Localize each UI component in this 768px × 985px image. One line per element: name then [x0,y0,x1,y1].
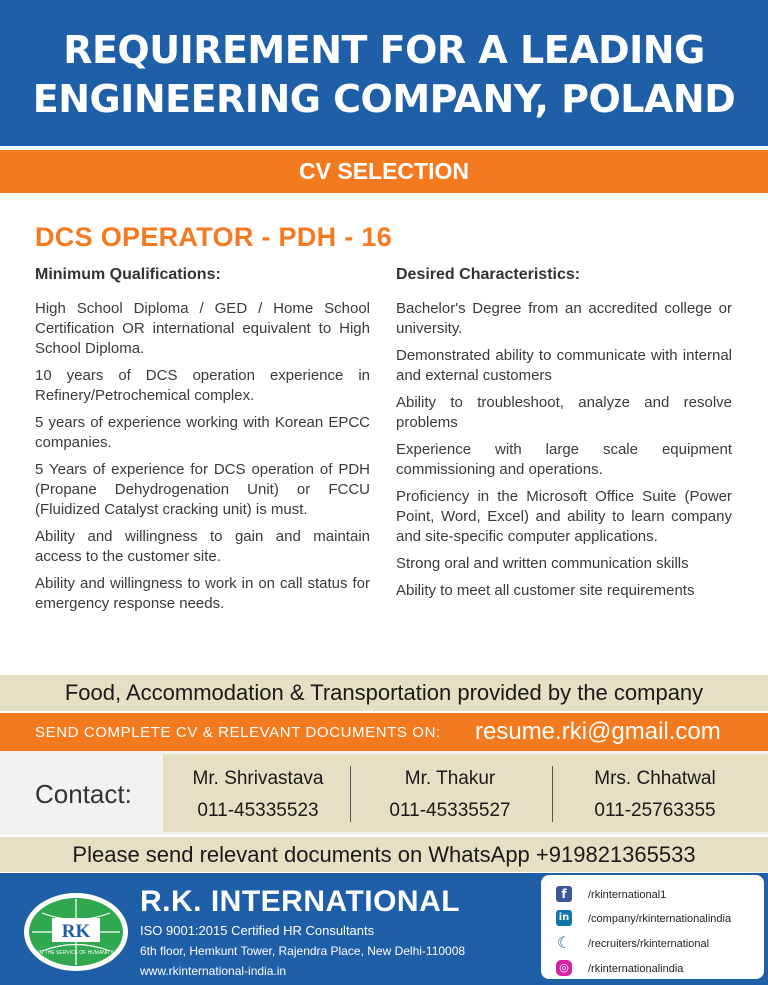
contact-label: Contact: [35,779,132,809]
whatsapp-text: Please send relevant documents on WhatsApp +919821365533 [72,842,696,867]
linkedin-icon: in [556,910,572,926]
desired-characteristics [396,266,732,608]
contact-divider [552,766,553,822]
characteristic-item: Ability to troubleshoot, analyze and resolve problems [396,394,732,431]
company-name: R.K. INTERNATIONAL [140,885,461,918]
social-instagram-text: /rkinternationalindia [588,963,684,975]
qualification-item: Ability and willingness to gain and maintain access to the customer site. [35,528,370,565]
contact-section [0,751,768,835]
footer [0,873,768,985]
qualification-item: 5 Years of experience for DCS operation of PDH (Propane Dehydrogenation Unit) or FCCU (Fluidized Catalyst cracking unit) is must. [35,461,370,518]
contact-person [163,766,353,824]
qualification-item: 5 years of experience working with Korean EPCC companies. [35,414,370,451]
title-line-2: ENGINEERING COMPANY, POLAND [32,77,736,121]
characteristics-heading: Desired Characteristics: [396,266,581,283]
job-title: DCS OPERATOR - PDH - 16 [35,222,392,252]
qualification-item: High School Diploma / GED / Home School Certification OR international equivalent to High School Diploma. [35,300,370,357]
logo-text: RK [61,921,91,942]
cv-selection-label: CV SELECTION [299,158,469,184]
send-cv-band [0,713,768,751]
header-banner [0,0,768,146]
qualifications-heading: Minimum Qualifications: [35,266,221,283]
company-address: 6th floor, Hemkunt Tower, Rajendra Place, New Delhi-110008 [140,944,466,958]
social-linkedin-text: /company/rkinternationalindia [588,913,732,925]
email-link[interactable]: resume.rki@gmail.com [475,718,721,745]
contact-box [163,754,768,832]
social-recruiters-text: /recruiters/rkinternational [588,938,710,950]
recruiters-icon: ☾ [556,933,572,952]
title-line-1: REQUIREMENT FOR A LEADING [63,28,705,72]
company-website[interactable]: www.rkinternational-india.in [140,964,287,978]
contact-name: Mr. Shrivastava [192,768,324,789]
instagram-icon: ◎ [556,960,572,976]
contact-person [355,766,545,824]
minimum-qualifications [35,266,370,621]
social-facebook-text: /rkinternational1 [588,889,667,901]
contact-person [560,766,750,824]
characteristic-item: Ability to meet all customer site requirements [396,582,695,599]
characteristic-item: Strong oral and written communication skills [396,555,689,572]
characteristic-item: Demonstrated ability to communicate with internal and external customers [396,347,732,384]
characteristic-item: Proficiency in the Microsoft Office Suite (Power Point, Word, Excel) and ability to learn company and site-specific computer applications. [396,488,732,545]
characteristic-item: Bachelor's Degree from an accredited college or university. [396,300,732,337]
contact-phone[interactable]: 011-45335527 [389,800,511,821]
qualification-item: 10 years of DCS operation experience in Refinery/Petrochemical complex. [35,367,370,404]
logo-motto: IN THE SERVICE OF HUMANITY [38,950,114,956]
social-links [541,875,764,979]
contact-divider [350,766,351,822]
company-logo [22,891,130,973]
contact-name: Mr. Thakur [404,768,496,789]
facebook-icon: f [556,886,572,902]
benefits-text: Food, Accommodation & Transportation provided by the company [64,680,704,705]
whatsapp-band [0,837,768,872]
characteristic-item: Experience with large scale equipment commissioning and operations. [396,441,732,478]
send-cv-label: SEND COMPLETE CV & RELEVANT DOCUMENTS ON: [35,724,441,741]
contact-phone[interactable]: 011-45335523 [197,800,319,821]
cv-selection-band [0,150,768,193]
company-certification: ISO 9001:2015 Certified HR Consultants [140,923,375,938]
contact-phone[interactable]: 011-25763355 [594,800,716,821]
contact-name: Mrs. Chhatwal [594,768,716,789]
benefits-band [0,675,768,711]
qualification-item: Ability and willingness to work in on call status for emergency response needs. [35,575,370,612]
page-title [0,26,768,124]
